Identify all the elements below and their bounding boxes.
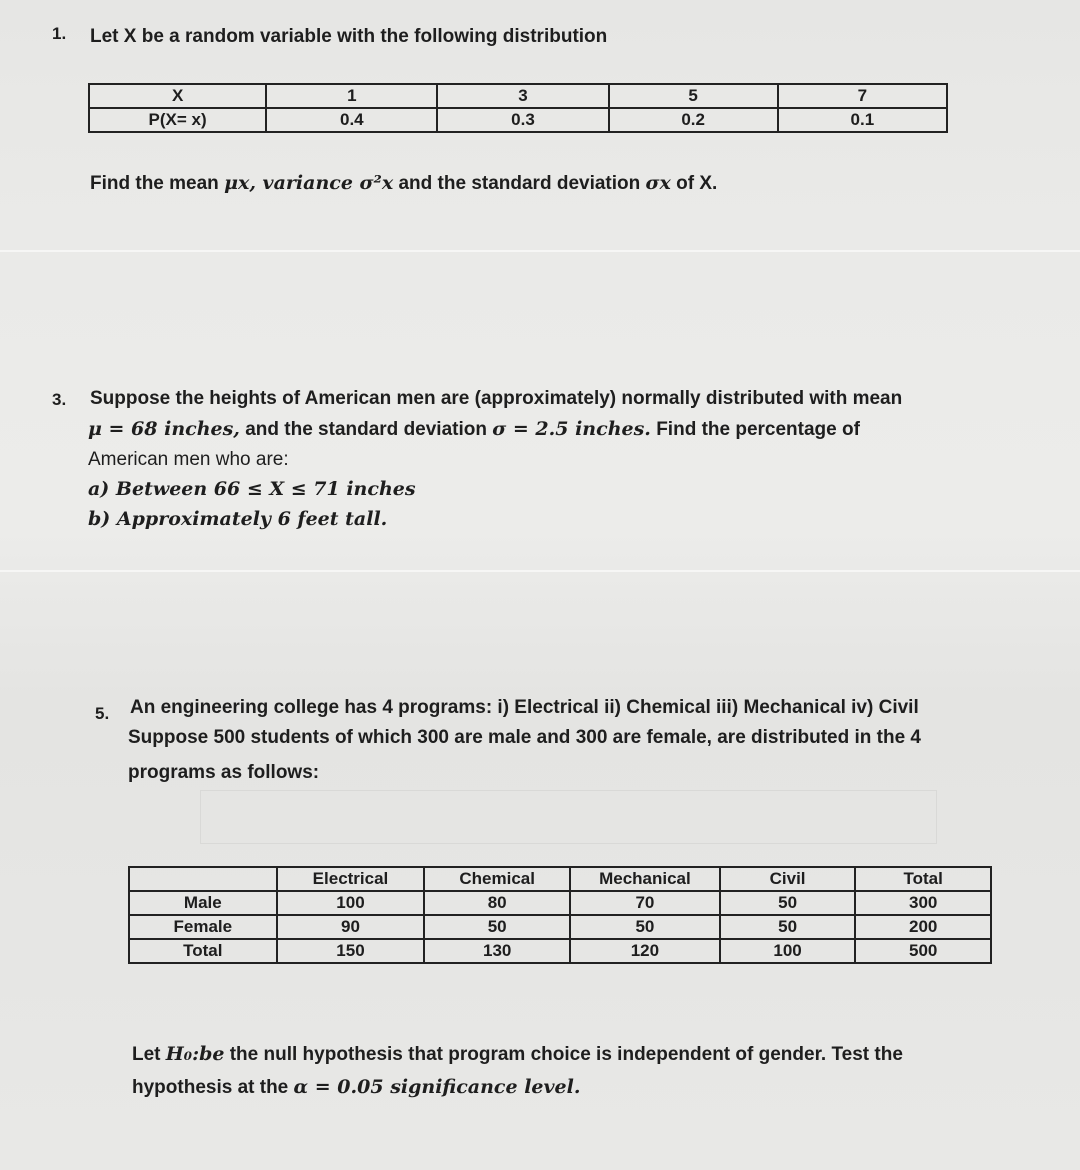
alpha-value: α = 0.05 significance level. xyxy=(293,1076,581,1098)
variance-word: variance xyxy=(255,172,360,194)
table-cell: 1 xyxy=(266,84,437,108)
table-row xyxy=(129,939,991,963)
table-row xyxy=(89,84,947,108)
table-cell: 0.3 xyxy=(437,108,608,132)
question-3-part-a: a) Between 66 ≤ X ≤ 71 inches xyxy=(88,478,416,500)
table-cell: X xyxy=(89,84,266,108)
table-cell: 3 xyxy=(437,84,608,108)
line2-mid: and the standard deviation xyxy=(239,419,493,440)
table-header-cell: Electrical xyxy=(277,867,425,891)
program-gender-table xyxy=(128,866,992,964)
table-cell: 50 xyxy=(570,915,720,939)
question-1-number: 1. xyxy=(52,24,67,43)
table-row xyxy=(129,867,991,891)
mean-value: μ = 68 inches, xyxy=(88,418,240,440)
hypothesis-line-1 xyxy=(132,1043,903,1066)
hyp-line2-prefix: hypothesis at the xyxy=(132,1077,294,1098)
table-cell: 100 xyxy=(720,939,856,963)
question-3-line-1: Suppose the heights of American men are (approximately) normally distributed with mean xyxy=(90,388,903,409)
table-cell: 0.1 xyxy=(778,108,947,132)
question-3-part-b: b) Approximately 6 feet tall. xyxy=(88,508,388,530)
table-row xyxy=(89,108,947,132)
table-cell: 150 xyxy=(277,939,425,963)
null-hypothesis-symbol: H₀ xyxy=(165,1043,193,1065)
hyp-rest: the null hypothesis that program choice is independent of gender. Test the xyxy=(224,1044,903,1065)
question-3-line-2 xyxy=(88,418,860,441)
table-cell: Total xyxy=(129,939,277,963)
mean-symbol: μx, xyxy=(224,172,256,194)
table-cell: 100 xyxy=(277,891,425,915)
find-prefix: Find the mean xyxy=(90,173,225,194)
sigma-value: σ = 2.5 inches. xyxy=(492,418,651,440)
table-cell: Female xyxy=(129,915,277,939)
question-1-intro: Let X be a random variable with the following distribution xyxy=(90,26,608,47)
table-cell: 0.2 xyxy=(609,108,778,132)
table-cell: 70 xyxy=(570,891,720,915)
table-header-cell: Chemical xyxy=(424,867,570,891)
table-row xyxy=(129,891,991,915)
table-cell: 0.4 xyxy=(266,108,437,132)
line2-end: Find the percentage of xyxy=(650,419,860,440)
table-cell: 300 xyxy=(855,891,991,915)
question-3-line-3: American men who are: xyxy=(88,449,289,470)
hypothesis-line-2 xyxy=(132,1076,580,1099)
table-cell: 7 xyxy=(778,84,947,108)
table-cell: 50 xyxy=(720,915,856,939)
find-suffix: of X. xyxy=(670,173,718,194)
table-header-cell: Total xyxy=(855,867,991,891)
bleed-through-grid xyxy=(200,790,937,844)
question-5-line-1: An engineering college has 4 programs: i) Electrical ii) Chemical iii) Mechanical iv) Civil xyxy=(130,697,919,718)
table-header-cell: Mechanical xyxy=(570,867,720,891)
table-cell: 50 xyxy=(424,915,570,939)
table-cell: 90 xyxy=(277,915,425,939)
hyp-be: :be xyxy=(192,1043,225,1065)
question-5-line-3: programs as follows: xyxy=(128,762,320,783)
table-cell: 5 xyxy=(609,84,778,108)
table-cell: 120 xyxy=(570,939,720,963)
table-header-cell xyxy=(129,867,277,891)
table-row xyxy=(129,915,991,939)
find-mid: and the standard deviation xyxy=(393,173,646,194)
distribution-table xyxy=(88,83,948,133)
variance-symbol: σ²x xyxy=(359,172,394,194)
question-3-number: 3. xyxy=(52,390,67,409)
table-cell: 500 xyxy=(855,939,991,963)
question-5-line-2: Suppose 500 students of which 300 are male and 300 are female, are distributed in the 4 xyxy=(128,727,921,748)
table-header-cell: Civil xyxy=(720,867,856,891)
table-cell: 130 xyxy=(424,939,570,963)
stddev-symbol: σx xyxy=(645,172,671,194)
hyp-prefix: Let xyxy=(132,1044,166,1065)
question-1-find xyxy=(90,172,717,195)
table-cell: 200 xyxy=(855,915,991,939)
question-5-number: 5. xyxy=(95,704,110,723)
table-cell: P(X= x) xyxy=(89,108,266,132)
table-cell: Male xyxy=(129,891,277,915)
table-cell: 80 xyxy=(424,891,570,915)
table-cell: 50 xyxy=(720,891,856,915)
